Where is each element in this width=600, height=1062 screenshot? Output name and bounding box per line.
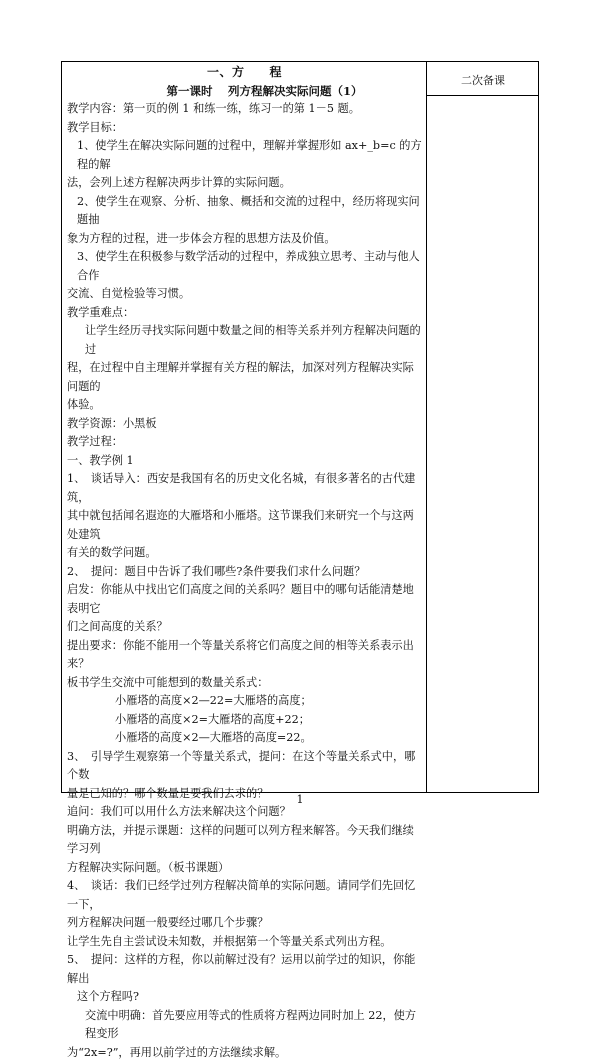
text-line: 体验。: [67, 396, 422, 415]
unit-title: 一、方 程: [67, 63, 422, 82]
text-line: 这个方程吗?: [67, 988, 422, 1007]
lesson-content: [67, 61, 422, 1062]
text-line: 交流中明确：首先要应用等式的性质将方程两边同时加上 22，使方程变形: [67, 1007, 422, 1044]
text-line: 提出要求：你能不能用一个等量关系将它们高度之间的相等关系表示出来？: [67, 637, 422, 674]
text-line: 列方程解决问题一般要经过哪几个步骤？: [67, 914, 422, 933]
text-line: 教学内容：第一页的例 1 和练一练，练习一的第 1－5 题。: [67, 100, 422, 119]
formula-line: 小雁塔的高度×2=大雁塔的高度+22；: [67, 711, 422, 730]
text-line: 们之间高度的关系？: [67, 618, 422, 637]
text-line: 象为方程的过程，进一步体会方程的思想方法及价值。: [67, 230, 422, 249]
text-line: 教学过程：: [67, 433, 422, 452]
text-line: 为“2x=?”，再用以前学过的方法继续求解。: [67, 1044, 422, 1062]
text-line: 2、 提问：题目中告诉了我们哪些?条件要我们求什么问题？: [67, 563, 422, 582]
text-line: 其中就包括闻名遐迩的大雁塔和小雁塔。这节课我们来研究一个与这两处建筑: [67, 507, 422, 544]
formula-line: 小雁塔的高度×2—大雁塔的高度=22。: [67, 729, 422, 748]
page-number: 1: [0, 793, 600, 806]
side-column-title: 二次备课: [427, 72, 539, 88]
text-line: 2、使学生在观察、分析、抽象、概括和交流的过程中，经历将现实问题抽: [67, 193, 422, 230]
text-line: 让学生先自主尝试设未知数，并根据第一个等量关系式列出方程。: [67, 933, 422, 952]
column-divider: [426, 61, 427, 793]
text-line: 板书学生交流中可能想到的数量关系式：: [67, 674, 422, 693]
text-line: 法，会列上述方程解决两步计算的实际问题。: [67, 174, 422, 193]
text-line: 1、使学生在解决实际问题的过程中，理解并掌握形如 ax+_b=c 的方程的解: [67, 137, 422, 174]
text-line: 3、使学生在积极参与数学活动的过程中，养成独立思考、主动与他人合作: [67, 248, 422, 285]
text-line: 交流、自觉检验等习惯。: [67, 285, 422, 304]
text-line: 5、 提问：这样的方程，你以前解过没有？运用以前学过的知识，你能解出: [67, 951, 422, 988]
text-line: 教学目标：: [67, 119, 422, 138]
text-line: 一、教学例 1: [67, 452, 422, 471]
lesson-title: 第一课时 列方程解决实际问题（1）: [107, 82, 422, 101]
text-line: 让学生经历寻找实际问题中数量之间的相等关系并列方程解决问题的过: [67, 322, 422, 359]
text-line: 教学重难点：: [67, 304, 422, 323]
text-line: 启发：你能从中找出它们高度之间的关系吗？题目中的哪句话能清楚地表明它: [67, 581, 422, 618]
text-line: 追问：我们可以用什么方法来解决这个问题？: [67, 803, 422, 822]
formula-line: 小雁塔的高度×2—22=大雁塔的高度；: [67, 692, 422, 711]
text-line: 程，在过程中自主理解并掌握有关方程的解法，加深对列方程解决实际问题的: [67, 359, 422, 396]
text-line: 方程解决实际问题。（板书课题）: [67, 859, 422, 878]
side-header-divider: [427, 95, 539, 96]
text-line: 3、 引导学生观察第一个等量关系式，提问：在这个等量关系式中，哪个数: [67, 748, 422, 785]
text-line: 教学资源：小黑板: [67, 415, 422, 434]
text-line: 有关的数学问题。: [67, 544, 422, 563]
text-line: 量是已知的？哪个数量是要我们去求的？: [67, 785, 422, 804]
text-line: 1、 谈话导入：西安是我国有名的历史文化名城，有很多著名的古代建筑，: [67, 470, 422, 507]
text-line: 明确方法，并提示课题：这样的问题可以列方程来解答。今天我们继续学习列: [67, 822, 422, 859]
text-line: 4、 谈话：我们已经学过列方程解决简单的实际问题。请同学们先回忆一下，: [67, 877, 422, 914]
